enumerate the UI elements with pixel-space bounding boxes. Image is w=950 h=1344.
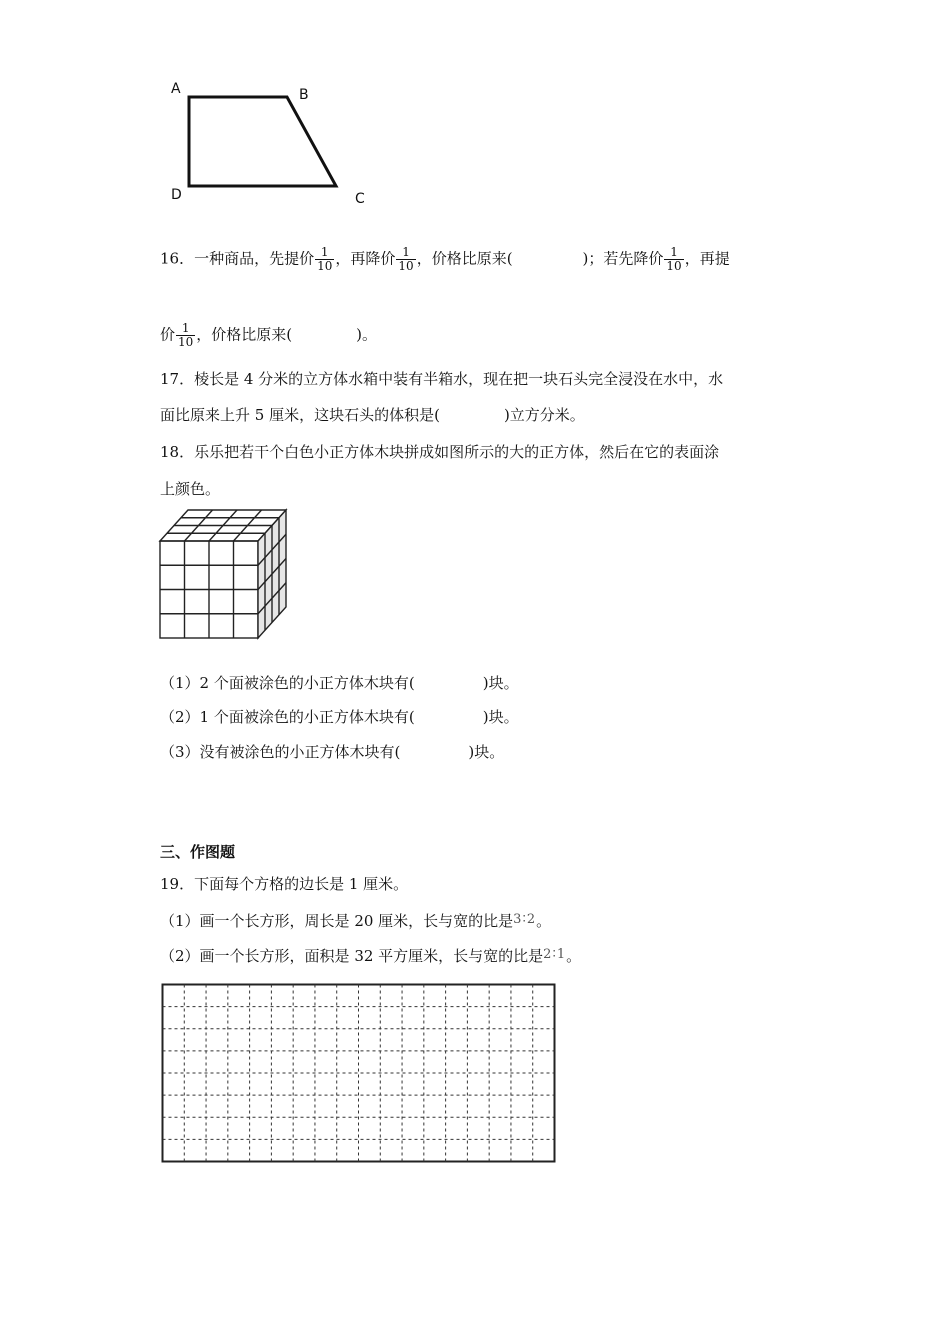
question-18-line-2: 上颜色。 (160, 480, 221, 498)
question-16-line-2 (160, 322, 377, 349)
fraction-numerator: 1 (664, 246, 683, 260)
question-17-line-1: 17．棱长是 4 分米的立方体水箱中装有半箱水，现在把一块石头完全浸没在水中，水 (160, 370, 724, 388)
fraction-numerator: 1 (176, 322, 195, 336)
q18-sub2-text-b: )块。 (482, 708, 519, 726)
q16-text-1: 一种商品，先提价 (194, 249, 315, 268)
question-18-sub-1 (160, 673, 519, 693)
q18-sub3-text-a: （3）没有被涂色的小正方体木块有( (160, 743, 401, 761)
q16-text-5: ，再提 (684, 249, 730, 268)
question-18-sub-2 (160, 707, 519, 727)
question-18-sub-3 (160, 742, 504, 762)
q19-sub2-text: （2）画一个长方形，面积是 32 平方厘米，长与宽的比是 (160, 947, 544, 965)
q16-text-3: ，价格比原来( (416, 249, 513, 268)
q18-sub1-text-a: （1）2 个面被涂色的小正方体木块有( (160, 674, 415, 692)
vertex-label-d: D (171, 187, 182, 203)
fraction-one-tenth (664, 246, 683, 273)
trapezoid-figure (160, 78, 380, 210)
q16-text-4: )；若先降价 (582, 249, 664, 268)
q19-sub1-text: （1）画一个长方形，周长是 20 厘米，长与宽的比是 (160, 912, 514, 930)
q16-text-7: ，价格比原来( (196, 325, 293, 344)
drawing-grid[interactable] (161, 983, 558, 1165)
cube-figure (158, 508, 292, 641)
question-18-line-1: 18．乐乐把若干个白色小正方体木块拼成如图所示的大的正方体，然后在它的表面涂 (160, 443, 720, 461)
fraction-denominator: 10 (178, 335, 194, 349)
q16-number: 16． (160, 249, 195, 268)
question-16-line-1 (160, 246, 730, 273)
question-19-line-1: 19．下面每个方格的边长是 1 厘米。 (160, 875, 409, 893)
vertex-label-a: A (171, 81, 181, 97)
fraction-denominator: 10 (666, 259, 682, 273)
fraction-numerator: 1 (396, 246, 415, 260)
trapezoid-shape (189, 97, 336, 186)
vertex-label-b: B (299, 87, 309, 103)
q17-text-a: 面比原来上升 5 厘米，这块石头的体积是( (160, 406, 440, 424)
q18-sub3-text-b: )块。 (468, 743, 505, 761)
q17-text-b: )立方分米。 (503, 406, 585, 424)
question-19-sub-1 (160, 910, 551, 931)
question-17-line-2 (160, 405, 585, 425)
ratio-2-1: 2∶1 (543, 947, 567, 962)
fraction-one-tenth (176, 322, 195, 349)
vertex-label-c: C (355, 191, 365, 207)
q18-sub2-text-a: （2）1 个面被涂色的小正方体木块有( (160, 708, 415, 726)
ratio-3-2: 3∶2 (513, 912, 537, 927)
q16-text-8: )。 (356, 325, 378, 344)
fraction-one-tenth (396, 246, 415, 273)
fraction-one-tenth (315, 246, 334, 273)
q19-sub2-end: 。 (566, 947, 582, 965)
question-19-sub-2 (160, 945, 581, 966)
fraction-denominator: 10 (317, 259, 333, 273)
fraction-denominator: 10 (398, 259, 414, 273)
fraction-numerator: 1 (315, 246, 334, 260)
section-3-heading: 三、作图题 (160, 843, 236, 861)
q16-text-2: ，再降价 (335, 249, 396, 268)
q19-sub1-end: 。 (536, 912, 552, 930)
q18-sub1-text-b: )块。 (482, 674, 519, 692)
q16-text-6: 价 (160, 325, 176, 344)
